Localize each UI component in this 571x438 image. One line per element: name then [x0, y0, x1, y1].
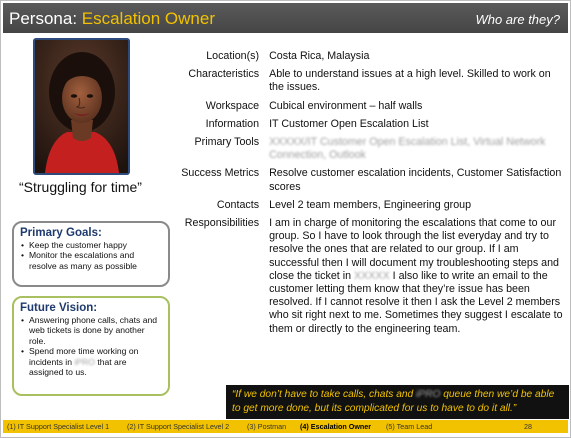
persona-portrait-image [35, 40, 128, 173]
attribute-label: Characteristics [188, 68, 260, 81]
attribute-value: Resolve customer escalation incidents, Customer Satisfaction scores [269, 167, 562, 193]
slide-title [9, 9, 215, 29]
page-number: 28 [524, 422, 532, 431]
primary-goals-box [12, 221, 170, 287]
title-accent: Escalation Owner [81, 9, 215, 28]
title-prefix: Persona: [9, 9, 82, 28]
persona-quote: “Struggling for time” [19, 179, 142, 195]
persona-photo [33, 38, 130, 175]
future-vision-title: Future Vision: [20, 302, 98, 314]
attribute-value-redacted: XXXXX/IT Customer Open Escalation List, Virtual Network Connection, Outlook [269, 136, 546, 162]
attribute-label: Success Metrics [181, 167, 260, 180]
nav-link-persona-4-current[interactable]: (4) Escalation Owner [300, 422, 372, 431]
attribute-value [269, 217, 566, 341]
attribute-row [161, 217, 566, 341]
responsibilities-text: I also like to write an email to the customer letting them know that they’re issue has been resolved. If I cannot resolve it then I ask the Level 2 members who sit right next to me. Sometimes they suggest I escalate to them or directly to the engineering team. [269, 269, 563, 335]
nav-link-persona-1[interactable]: (1) IT Support Specialist Level 1 [7, 422, 110, 431]
redacted-text: iPRO [74, 356, 95, 367]
redacted-text: XXXXX [354, 269, 390, 282]
persona-attributes [161, 50, 566, 341]
attribute-value: Cubical environment – half walls [269, 99, 423, 112]
attribute-value: Costa Rica, Malaysia [269, 50, 370, 62]
slide-subtitle: Who are they? [475, 12, 560, 27]
primary-goals-list [20, 240, 162, 271]
attribute-label: Location(s) [206, 50, 260, 62]
list-item-text: that are assigned to us. [29, 356, 127, 378]
attribute-row [161, 136, 566, 167]
attribute-label: Information [205, 117, 260, 130]
attribute-value: IT Customer Open Escalation List [269, 117, 429, 130]
attribute-value: Able to understand issues at a high level. Skilled to work on the issues. [269, 68, 551, 94]
attribute-value: Level 2 team members, Engineering group [269, 198, 472, 211]
list-item-text: Spend more time working on incidents in [29, 346, 139, 367]
attribute-row [161, 167, 566, 198]
nav-link-persona-2[interactable]: (2) IT Support Specialist Level 2 [127, 422, 230, 431]
attribute-row [161, 68, 566, 99]
redacted-text: iPRO [416, 389, 441, 400]
list-item [29, 346, 162, 377]
list-item: • Monitor the escalations and resolve as many as possible [29, 250, 162, 271]
primary-goals-title: Primary Goals: [20, 227, 102, 239]
nav-link-persona-5[interactable]: (5) Team Lead [386, 422, 433, 431]
attribute-label: Contacts [216, 198, 260, 211]
attribute-label: Workspace [205, 99, 260, 112]
attribute-label: Primary Tools [194, 136, 260, 149]
callout-text: queue then we’d be able to get more done, but its complicated for us to have to do it all.” [232, 389, 555, 414]
list-item: • Keep the customer happy [29, 240, 162, 250]
callout-text: “If we don’t have to take calls, chats and [232, 389, 417, 400]
quote-callout [226, 385, 569, 419]
attribute-row [161, 118, 566, 136]
attribute-row [161, 199, 566, 217]
future-vision-box [12, 296, 170, 396]
nav-link-persona-3[interactable]: (3) Postman [247, 422, 287, 431]
future-vision-list [20, 315, 162, 377]
attribute-label: Responsibilities [184, 217, 260, 230]
responsibilities-text: I am in charge of monitoring the escalations that come to our group. So I have to look through the list everyday and try to resolve the ones that are related to our group. If I am successful then I will document my troubleshooting steps and close the ticket in [269, 217, 559, 282]
footer-nav-bar [3, 420, 568, 433]
attribute-row [161, 100, 566, 118]
attribute-row [161, 50, 566, 68]
list-item: • Answering phone calls, chats and web tickets is done by another role. [29, 315, 162, 346]
header-bar [3, 3, 568, 33]
